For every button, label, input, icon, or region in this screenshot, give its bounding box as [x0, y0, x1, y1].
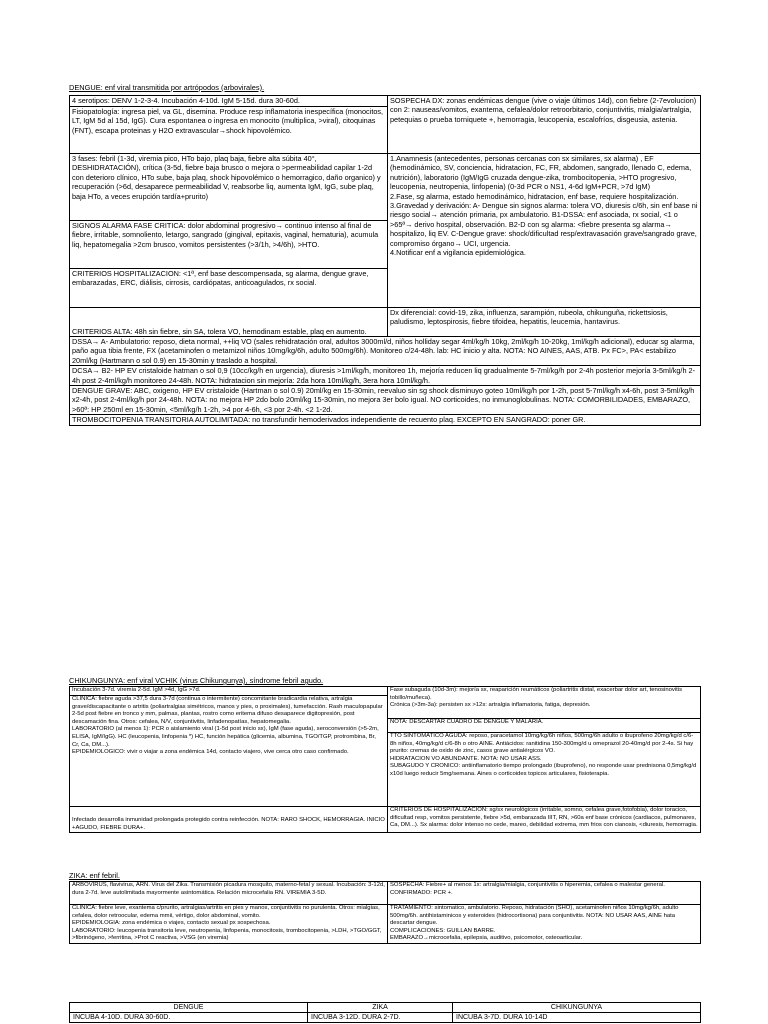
chik-subaguda: Fase subaguda (10d-3m): mejoría sx, reaparición reumáticos (poliartritis distal, exacerbar dolor art, tenosinovitis tobillo/muñeca). [390, 687, 683, 701]
dengue-notificar: 4.Notificar enf a vigilancia epidemiológica. [390, 248, 526, 258]
dengue-fases-cell: 3 fases: febril (1-3d, viremia pico, HTo bajo, plaq baja, fiebre alta súbita 40°, DESHIDRATACIÓN), crítica (3-5d, fiebre baja brusco o mejora o >permeabilidad capilar 1-2d con deterioro clínico, HTo sube, baja plaq, shock hipovolémico o hemorragico, daño organico) y recuperación (>6d, desaparece permeabilidad V, reabsorbe liq, aumenta IgM, IgG, sube plaq, baja HTo, a veces erupción tardía+prurito) [70, 154, 388, 221]
dengue-grave-cell: DENGUE GRAVE: ABC, oxigeno, HP EV cristaloide (Hartman o sol 0.9) 20ml/kg en 15-30min, reevaluo sin sg shock disminuyo goteo 10ml/kg/h por 1-2h, post 5-7ml/kg/h x4-6h, post 3-5ml/kg/h x2-4h, post 2-4ml/kg/h por 24-48h. NOTA: no mejora HP 2do bolo 20ml/kg 15-30min, no mejora 3er bolo igual. NO corticoides, no inmunoglobulinas. NOTA: COMORBILIDADES, EMBARAZO, >60ª: HP 250ml en 15-30min, <5ml/kg/h 1-2h, >4 por 4-6h, <3 por 2-4h. <2 1-2d. [70, 386, 701, 415]
zika-title: ZIKA: enf febril. [69, 871, 120, 880]
compare-header-zika: ZIKA [308, 1003, 453, 1013]
zika-tratamiento-cell [388, 905, 701, 944]
dengue-alta-cell: CRITERIOS ALTA: 48h sin fiebre, sin SA, tolera VO, hemodinam estable, plaq en aumento. [70, 308, 388, 337]
zika-embarazo: EMBARAZO→microcefalia, epilepsia, auditivo, psicomotor, osteoarticular. [390, 935, 583, 942]
chik-subagudo-cronico: SUBAGUDO Y CRONICO: antiinflamatorio tiempo prolongado (ibuprofeno), no responde usar prednisona 0,5mg/kg/d x10d luego reducir 5mg/semana. Aines o corticoides topicos articulares, fisioterapia. [390, 763, 697, 778]
dengue-gravedad: 3.Gravedad y derivación: A- Dengue sin signos alarma: tolera VO, diuresis c/6h, sin enf base ni riesgo social→ atención primaria, px ambulatorio. B1-DSSA: enf asociada, rx social, <1 o >65ª→ derivo hospital, observación. B2-D con sg alarma: <fiebre presenta sg alarma→ hospitalizo, liq EV. C-Dengue grave: shock/dificultad resp/extravasación grave/sangrado grave, compromiso órgano→ UCI, urgencia. [390, 201, 698, 248]
dengue-dssa-cell: DSSA→ A- Ambulatorio: reposo, dieta normal, ++liq VO (sales rehidratación oral, adultos 3000ml/d, niños holliday segar 4ml/kg/h 10kg, 2ml/kg/h 10-20kg, 1ml/kg/h adicional), educar sg alarma, paño agua tibia frente, FX (acetaminofen o metamizol niños 10mg/kg/6h, adulto 500mg/6h). Monitoreo c/24-48h. lab: HC inicio y alta. NOTA: NO AINES, AAS, ATB. Px FC>, PA< estabilizo 20ml/kg (Hartmann o sol 0.9) en 15-30min y traslado a hospital. [70, 337, 701, 366]
chik-cronica: Crónica (>3m-3a): persisten sx >12s: artralgia inflamatoria, fatiga, depresión. [390, 702, 591, 709]
dengue-dcsa-cell: DCSA→ B2- HP EV cristaloide hatman o sol 0,9 (10cc/kg/h en urgencia), diuresis >1ml/kg/h, monitoreo 1h, mejoría reducen liq gradualmente 5-7ml/kg/h por 2-4h posterior mejoría 3-5ml/kg/h 2-4h post 2-4ml/kg/h monitoreo 24-48h. NOTA: hidratacion sin mejoría: 2da hora 10ml/kg/h, 3era hora 10ml/kg/h. [70, 366, 701, 386]
chik-fases-cell [388, 687, 701, 719]
dengue-title: DENGUE: enf viral transmitida por artrópodos (arbovirales). [69, 83, 265, 92]
compare-dengue-incubacion: INCUBA 4-10D. DURA 30-60D. [70, 1013, 308, 1023]
zika-arbovirus-cell: ARBOVIRUS, flavivirus, ARN. Virus del Zika. Transmisión picadura mosquito, materno-fetal y sexual. Incubación: 3-12d, dura 2-7d. leve autolimitada mayormente asintomática. Relación microcefalia RN. VIREMIA 3-5D. [70, 882, 388, 905]
chik-nota-cell: NOTA: DESCARTAR CUADRO DE DENGUE Y MALARIA. [388, 719, 701, 733]
zika-clinica-cell [70, 905, 388, 944]
zika-tratamiento: TRATAMIENTO: sintomatico, ambulatorio. Reposo, hidratación (SHO), acetaminofen niños 10mg/kg/6h, adulto 500mg/6h. antihistaminicos y esteroides (hidrocortisona) para conjuntivitis. NOTA: NO USAR AAS, AINE hata descartar dengue. [390, 905, 679, 927]
compare-header-chikungunya: CHIKUNGUNYA [453, 1003, 701, 1013]
dengue-sospecha-cell: SOSPECHA DX: zonas endémicas dengue (vive o viaje últimos 14d), con fiebre (2-7evolucion) con 2: nauseas/vomitos, exantema, cefalea/dolor retroorbitario, conjuntivitis, mialgia/artralgia, petequias o prueba torniquete +, hemorragia, leucopenia, escalofríos, disgeusia, astenia. [388, 96, 701, 154]
dengue-signos-alarma-cell: SIGNOS ALARMA FASE CRITICA: dolor abdominal progresivo→ continuo intenso al final de fiebre, irritable, somnoliento, letargo, sangrado (gingival, epitaxis, vaginal, hematuria), acumula liq, hepatomegalia >2cm brusco, vomitos persistentes (>3/1h, >4/6h), >HTO. [70, 221, 388, 269]
chik-table [69, 686, 701, 833]
chik-clinica: CLINICA: fiebre aguda >37,5 dura 3-7d (continua o intermitente) concomitante bradicardia relativa, artralgia grave/discapacitante o artritis (poliartralgias simétricos, manos y pies, o proximales), tumefacción. Rash maculopapular 2-5d post fiebre en tronco y mm, palmas, plantas, rostro como eritema difuso desaparece digitopresión, post descamación fina. Otros: cefalea, N/V, conjuntivitis, linfadenopatías, hepatomegalia. [72, 696, 383, 725]
zika-sospecha-cell: SOSPECHA: Fiebre+ al menos 1x: artralgia/mialgia, conjuntivitis o hiperemia, cefalea o malestar general. CONFIRMADO: PCR +. [388, 882, 701, 905]
chik-laboratorio: LABORATORIO (al menos 1): PCR o aislamiento viral (1-5d post inicio sx), IgM (fase aguda), seroconversión (>5-2m, ELISA, IgM/IgG). HC (leucopenia, linfopenia *) HC, función hepática (glicemia, albumina, TGO/TGP, protrombina, Br, Cr, Ca, DM...). [72, 726, 379, 748]
dengue-table [69, 95, 701, 426]
dengue-anamnesis: 1.Anamnesis (antecedentes, personas cercanas con sx similares, sx alarma) , EF (hemodinámico, SV, conciencia, hidratacion, FC, FR, abdomen, sangrado, llenado C, edema, nutrición), laboratorio (IgM/IgG cruzada dengue-zika, trombocitopenia, >HTO progresivo, leucopenia, neutropenia, linfopenia) (0-3d PCR o NS1, 4-6d IgM+PCR, >7d IgM) [390, 154, 692, 192]
zika-table [69, 881, 701, 944]
chik-tto-aguda: TTO SINTOMATICO AGUDA: reposo, paracetamol 10mg/kg/6h niños, 500mg/6h adulto o ibuprofeno 20mg/kg/d c/6-8h niños, 40mg/kg/d c/6-8h o otro AINE. Antiácidos: ranitidina 150-300mg/d u omeprazol 20-40mg/d por 2-4s. Si hay prurito: cremas de oxido de zinc, casos grave antialérgicos VO. [390, 733, 694, 755]
dengue-dx-diferencial-cell: Dx diferencial: covid-19, zika, influenza, sarampión, rubeola, chikunguña, rickettsiosis, paludismo, leptospirosis, fiebre tifoidea, hepatitis, leucemia, hantavirus. [388, 308, 701, 337]
chik-tto-cell [388, 733, 701, 807]
chik-clinica-cell [70, 696, 388, 807]
chik-title: CHIKUNGUNYA: enf viral VCHIK (virus Chikungunya), síndrome febril agudo. [69, 676, 324, 685]
comparison-table [69, 1002, 701, 1023]
zika-laboratorio: LABORATORIO: leucopenia transitoria leve, neutropenia, linfopenia, monocitosis, trombocitopenia, >LDH, >TGO/GGT, >fibrinógeno, >ferritina, >Prot C reactiva, >VSG (en viremia) [72, 927, 382, 942]
dengue-serotipos-cell: 4 serotipos: DENV 1-2-3-4. Incubación 4-10d. IgM 5-15d. dura 30-60d. [70, 96, 388, 107]
dengue-fase-item: 2.Fase, sg alarma, estado hemodinámico, hidratacion, enf base, requiere hospitalización. [390, 191, 679, 201]
chik-hidratacion: HIDRATACION VO ABUNDANTE. NOTA: NO USAR ASS. [390, 755, 542, 762]
dengue-trombocitopenia-cell: TROMBOCITOPENIA TRANSITORIA AUTOLIMITADA: no transfundir hemoderivados independiente de recuento plaq. EXCEPTO EN SANGRADO: poner GR. [70, 415, 701, 425]
dengue-fisiopatologia-cell: Fisiopatología: ingresa piel, va GL, disemina. Produce resp inflamatoria inespecífica (monocitos, LT, IgM 5d al 15d, IgG). Cura espontanea o ingresa en monocito (multiplica, >viral), citoquinas (FNT), escapa proteinas y H2O extravascular→shock hipovolémico. [70, 107, 388, 154]
zika-complicaciones: COMPLICACIONES: GUILLAN BARRE. [390, 927, 496, 934]
chik-incubacion-cell: Incubación 3-7d. viremia 2-5d. IgM >4d, IgG >7d. [70, 687, 388, 696]
dengue-manejo-cell [388, 154, 701, 308]
chik-inmunidad-cell: Infectado desarrolla inmunidad prolongada protegido contra reinfección. NOTA: RARO SHOCK, HEMORRAGIA. INICIO +AGUDO, FIEBRE DURA+. [70, 807, 388, 833]
zika-epidemiologia: EPIDEMIOLOGIA: zona endémica o viajes, contacto sexual px sospechosa. [72, 920, 271, 927]
dengue-hospitalizacion-cell: CRITERIOS HOSPITALIZACION: <1ª, enf base descompensada, sg alarma, dengue grave, embarazadas, ERC, diálisis, cirrosis, cardiópatas, anticoagulados, rx social. [70, 269, 388, 308]
zika-clinica: CLINICA: fiebre leve, exantema c/prurito, artralgias/artritis en pies y manos, conjuntivitis no purulenta. Otros: mialgias, cefalea, dolor retroocular, edema mmii, vértigo, dolor abdominal, vomito. [72, 905, 380, 919]
compare-chik-incubacion: INCUBA 3-7D. DURA 10-14D [453, 1013, 701, 1023]
compare-zika-incubacion: INCUBA 3-12D. DURA 2-7D. [308, 1013, 453, 1023]
chik-epidemiologico: EPIDEMIOLOGICO: vivir o viajar a zona endémica 14d, contacto viajero, vive cerca otro caso confirmado. [72, 749, 349, 756]
compare-header-dengue: DENGUE [70, 1003, 308, 1013]
chik-criterios-cell: CRITERIOS DE HOSPITALIZACION: sg/sx neurológicos (irritable, somno, cefalea grave,fotofobia), dolor toracico, dificultad resp, vomitos persistente, fiebre >5d, embarazada IIIT, RN, >60a enf base crónicos (cardiacos, pulmonares, Ca, DM...). Sx alarma: dolor intenso no cede, mareo, debilidad extrema, mm frios con cianosis, <diuresis, hemorragia. [388, 807, 701, 833]
